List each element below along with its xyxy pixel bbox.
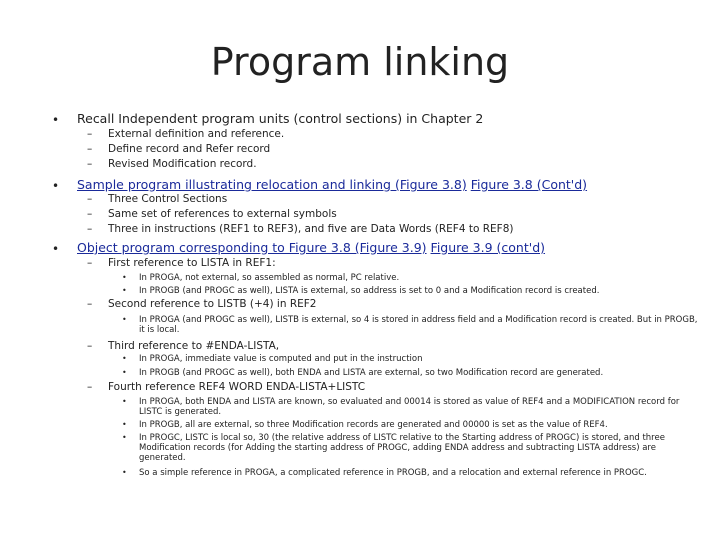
ref1-item-2: In PROGB (and PROGC as well), LISTA is external, so address is set to 0 and a Modification record is created. [139, 286, 600, 296]
dash-marker: – [87, 257, 93, 269]
bullet-dot: • [122, 286, 127, 295]
bullet-1-text: Recall Independent program units (control sections) in Chapter 2 [77, 111, 484, 126]
ref3-item-1: In PROGA, immediate value is computed and put in the instruction [139, 354, 423, 364]
bullet-dot: • [122, 433, 127, 442]
ref1-heading: First reference to LISTA in REF1: [108, 257, 276, 269]
link-figure-3-8[interactable]: Sample program illustrating relocation and linking (Figure 3.8) [77, 177, 467, 192]
bullet-2-sub-2: Same set of references to external symbols [108, 208, 337, 220]
ref4-item-2: In PROGB, all are external, so three Modification records are generated and 00000 is set as the value of REF4. [139, 420, 608, 430]
dash-marker: – [87, 193, 93, 205]
bullet-dot: • [52, 179, 60, 193]
bullet-2-sub-3: Three in instructions (REF1 to REF3), and five are Data Words (REF4 to REF8) [108, 223, 514, 235]
dash-marker: – [87, 143, 93, 155]
dash-marker: – [87, 208, 93, 220]
dash-marker: – [87, 158, 93, 170]
bullet-2-line [77, 177, 587, 192]
bullet-1-sub-2: Define record and Refer record [108, 143, 271, 155]
bullet-dot: • [52, 242, 60, 256]
dash-marker: – [87, 128, 93, 140]
bullet-dot: • [122, 420, 127, 429]
ref4-item-4: So a simple reference in PROGA, a complicated reference in PROGB, and a relocation and external reference in PROGC. [139, 468, 647, 478]
bullet-dot: • [122, 354, 127, 363]
bullet-dot: • [122, 315, 127, 324]
link-figure-3-9-contd[interactable]: Figure 3.9 (cont'd) [430, 240, 546, 255]
bullet-dot: • [122, 397, 127, 406]
link-figure-3-8-contd[interactable]: Figure 3.8 (Cont'd) [470, 177, 588, 192]
dash-marker: – [87, 340, 93, 352]
ref1-item-1: In PROGA, not external, so assembled as normal, PC relative. [139, 273, 400, 283]
bullet-dot: • [122, 468, 127, 477]
bullet-dot: • [122, 368, 127, 377]
bullet-2-sub-1: Three Control Sections [108, 193, 228, 205]
ref4-heading: Fourth reference REF4 WORD ENDA-LISTA+LISTC [108, 381, 366, 393]
bullet-1-sub-1: External definition and reference. [108, 128, 285, 140]
ref4-item-1: In PROGA, both ENDA and LISTA are known, so evaluated and 00014 is stored as value of REF4 and a MODIFICATION record for LISTC is generated. [139, 397, 680, 417]
ref3-item-2: In PROGB (and PROGC as well), both ENDA and LISTA are external, so two Modification record are generated. [139, 368, 604, 378]
bullet-dot: • [52, 113, 60, 127]
link-figure-3-9[interactable]: Object program corresponding to Figure 3.8 (Figure 3.9) [77, 240, 427, 255]
slide-title: Program linking [210, 40, 510, 84]
ref4-item-3: In PROGC, LISTC is local so, 30 (the relative address of LISTC relative to the Starting address of PROGC) is stored, and three Modification records (for Adding the starting address of PROGC, adding ENDA address and subtracting LISTA address) are generated. [139, 433, 665, 463]
dash-marker: – [87, 381, 93, 393]
bullet-dot: • [122, 273, 127, 282]
dash-marker: – [87, 223, 93, 235]
bullet-1-sub-3: Revised Modification record. [108, 158, 257, 170]
dash-marker: – [87, 298, 93, 310]
ref2-item-1: In PROGA (and PROGC as well), LISTB is external, so 4 is stored in address field and a Modification record is created. But in PROGB, it is local. [139, 315, 698, 335]
ref2-heading: Second reference to LISTB (+4) in REF2 [108, 298, 317, 310]
bullet-3-line [77, 240, 545, 255]
ref3-heading: Third reference to #ENDA-LISTA, [108, 340, 280, 352]
